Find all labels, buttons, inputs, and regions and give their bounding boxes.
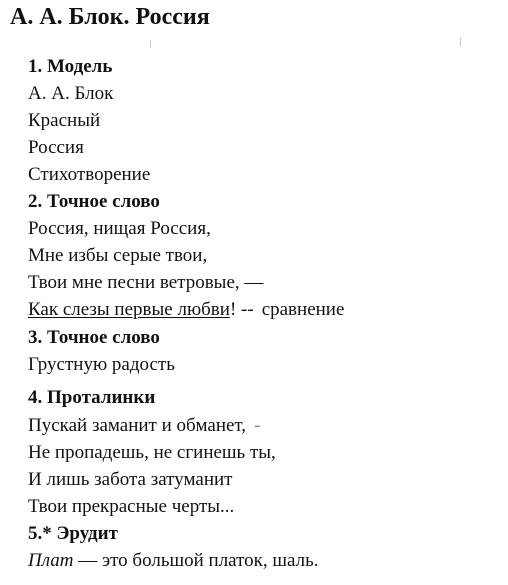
section-3-heading: 3. Точное слово [28, 327, 160, 348]
scan-speck [460, 38, 461, 46]
poem-line: Твои мне песни ветровые, — [28, 272, 264, 293]
page-title: А. А. Блок. Россия [10, 4, 210, 30]
poem-line [28, 415, 260, 437]
section-1-line: Стихотворение [28, 164, 151, 185]
scan-speck [150, 40, 151, 48]
definition-term: Плат [28, 550, 74, 571]
dash-mark: ! -- [229, 299, 254, 320]
definition-text: — это большой платок, шаль. [73, 550, 319, 571]
section-2-heading: 2. Точное слово [28, 191, 160, 212]
underlined-phrase: Как слезы первые любви [28, 299, 230, 320]
poem-line: Не пропадешь, не сгинешь ты, [28, 442, 276, 463]
poem-line: И лишь забота затуманит [28, 469, 233, 490]
comparison-note: сравнение [261, 299, 345, 320]
poem-line-text: Пускай заманит и обманет, [28, 415, 247, 436]
section-1-heading: 1. Модель [28, 56, 113, 77]
poem-line: Россия, нищая Россия, [28, 218, 211, 239]
poem-line: Мне избы серые твои, [28, 245, 208, 266]
section-1-line: Россия [28, 137, 84, 158]
stray-mark: - [254, 415, 261, 436]
poem-line: Твои прекрасные черты... [28, 496, 235, 517]
section-4-heading: 4. Проталинки [28, 387, 156, 408]
poem-line-comparison [28, 299, 344, 321]
definition-line [28, 550, 319, 572]
section-1-line: Красный [28, 110, 101, 131]
section-1-line: А. А. Блок [28, 83, 114, 104]
section-3-line: Грустную радость [28, 354, 175, 375]
section-5-heading: 5.* Эрудит [28, 523, 118, 544]
